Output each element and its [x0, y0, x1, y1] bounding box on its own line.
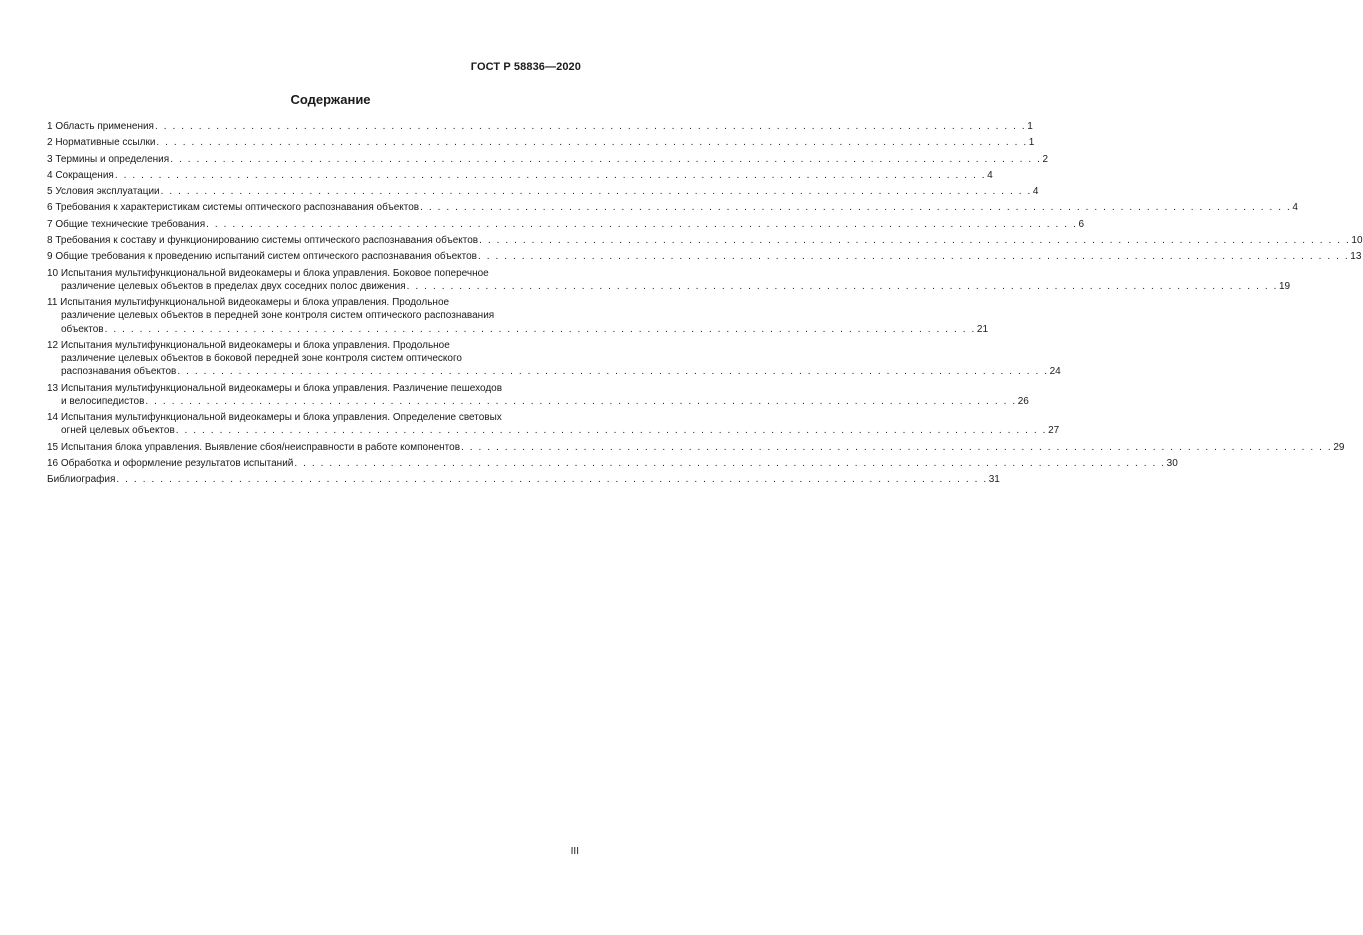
toc-entry-line: 16 Обработка и оформление результатов испытаний: [47, 457, 294, 469]
standard-id: ГОСТ Р 58836—2020: [470, 61, 581, 73]
toc-entry-page: 21: [976, 323, 989, 335]
toc-entry[interactable]: [47, 473, 1000, 486]
toc-entry-line: 2 Нормативные ссылки: [47, 137, 156, 149]
toc-entry[interactable]: [47, 120, 1033, 133]
toc-entry-page: 24: [1049, 366, 1061, 378]
toc-entry-page: 19: [1278, 280, 1291, 292]
toc-entry-line: 6 Требования к характеристикам системы оптического распознавания объектов: [47, 202, 420, 214]
toc-entry[interactable]: [47, 185, 1039, 198]
toc-entry-page: 4: [987, 169, 993, 181]
toc-entry[interactable]: [47, 169, 993, 182]
toc-entry-page: 26: [1017, 395, 1029, 407]
dot-leader: . . . . . . . . . . . . . . . . . . . . . . . . . . . . . . . . . . . . . . . . . . . . . . . . . . . . . . . . . . . . . . . . . . . . . . . . . . . . . . . . . . . . . . . . . . . . . . . . . . . .: [154, 121, 1027, 132]
dot-leader: . . . . . . . . . . . . . . . . . . . . . . . . . . . . . . . . . . . . . . . . . . . . . . . . . . . . . . . . . . . . . . . . . . . . . . . . . . . . . . . . . . . . . . . . . . . . . . . . . . . .: [294, 457, 1166, 469]
toc-entry-page: 13: [1350, 251, 1362, 263]
dot-leader: . . . . . . . . . . . . . . . . . . . . . . . . . . . . . . . . . . . . . . . . . . . . . . . . . . . . . . . . . . . . . . . . . . . . . . . . . . . . . . . . . . . . . . . . . . . . . . . . . . . .: [406, 280, 1278, 292]
toc-entry[interactable]: [47, 339, 1061, 379]
toc-entry-line: 9 Общие требования к проведению испытаний систем оптического распознавания объектов: [47, 251, 477, 263]
dot-leader: . . . . . . . . . . . . . . . . . . . . . . . . . . . . . . . . . . . . . . . . . . . . . . . . . . . . . . . . . . . . . . . . . . . . . . . . . . . . . . . . . . . . . . . . . . . . . . . . . . . .: [175, 425, 1048, 437]
dot-leader: . . . . . . . . . . . . . . . . . . . . . . . . . . . . . . . . . . . . . . . . . . . . . . . . . . . . . . . . . . . . . . . . . . . . . . . . . . . . . . . . . . . . . . . . . . . . . . . . . . . .: [116, 474, 988, 486]
toc-entry[interactable]: [47, 218, 1085, 231]
toc-entry[interactable]: [47, 457, 1178, 470]
toc-title: Содержание: [290, 92, 371, 107]
dot-leader: . . . . . . . . . . . . . . . . . . . . . . . . . . . . . . . . . . . . . . . . . . . . . . . . . . . . . . . . . . . . . . . . . . . . . . . . . . . . . . . . . . . . . . . . . . . . . . . . . . . .: [477, 251, 1350, 263]
toc-entry-line: 8 Требования к составу и функционированию системы оптического распознавания объектов: [47, 235, 479, 247]
toc-entry-page: 4: [1032, 186, 1039, 198]
toc-entry-line: различение целевых объектов в передней зоне контроля систем оптического распознавания: [61, 310, 495, 322]
toc-entry-line: 4 Сокращения: [47, 169, 114, 181]
dot-leader: . . . . . . . . . . . . . . . . . . . . . . . . . . . . . . . . . . . . . . . . . . . . . . . . . . . . . . . . . . . . . . . . . . . . . . . . . . . . . . . . . . . . . . . . . . . . . . . . . . . .: [170, 153, 1042, 165]
dot-leader: . . . . . . . . . . . . . . . . . . . . . . . . . . . . . . . . . . . . . . . . . . . . . . . . . . . . . . . . . . . . . . . . . . . . . . . . . . . . . . . . . . . . . . . . . . . . . . . . . . . .: [160, 186, 1032, 198]
toc-entry-line: и велосипедистов: [61, 395, 145, 407]
toc-entry-page: 1: [1027, 121, 1033, 132]
dot-leader: . . . . . . . . . . . . . . . . . . . . . . . . . . . . . . . . . . . . . . . . . . . . . . . . . . . . . . . . . . . . . . . . . . . . . . . . . . . . . . . . . . . . . . . . . . . . . . . . . . . .: [479, 235, 1351, 247]
toc-entry[interactable]: [47, 136, 1035, 149]
dot-leader: . . . . . . . . . . . . . . . . . . . . . . . . . . . . . . . . . . . . . . . . . . . . . . . . . . . . . . . . . . . . . . . . . . . . . . . . . . . . . . . . . . . . . . . . . . . . . . . . . . . .: [145, 395, 1017, 407]
toc-entry-line: различение целевых объектов в боковой передней зоне контроля систем оптического: [61, 353, 462, 365]
toc-entry-line: 1 Область применения: [47, 121, 154, 132]
toc-entry-page: 30: [1166, 457, 1178, 469]
page-number: III: [570, 846, 579, 857]
toc-entry[interactable]: [47, 250, 1362, 263]
dot-leader: . . . . . . . . . . . . . . . . . . . . . . . . . . . . . . . . . . . . . . . . . . . . . . . . . . . . . . . . . . . . . . . . . . . . . . . . . . . . . . . . . . . . . . . . . . . . . . . . . . . .: [114, 169, 987, 181]
table-of-contents: [47, 120, 1363, 489]
toc-entry-page: 10: [1351, 235, 1363, 247]
toc-entry[interactable]: [47, 201, 1298, 214]
toc-entry[interactable]: [47, 267, 1291, 293]
toc-entry-line: 15 Испытания блока управления. Выявление сбоя/неисправности в работе компонентов: [47, 441, 461, 453]
toc-entry-line: 5 Условия эксплуатации: [47, 186, 160, 198]
toc-entry-line: 14 Испытания мультифункциональной видеокамеры и блока управления. Определение световых: [47, 412, 502, 424]
toc-entry[interactable]: [47, 296, 989, 336]
toc-entry[interactable]: [47, 234, 1363, 247]
toc-entry-page: 2: [1042, 153, 1049, 165]
dot-leader: . . . . . . . . . . . . . . . . . . . . . . . . . . . . . . . . . . . . . . . . . . . . . . . . . . . . . . . . . . . . . . . . . . . . . . . . . . . . . . . . . . . . . . . . . . . . . . . . . . . .: [104, 323, 976, 335]
toc-entry-page: 4: [1292, 202, 1298, 214]
toc-entry-page: 31: [988, 474, 1000, 486]
toc-entry-line: 11 Испытания мультифункциональной видеокамеры и блока управления. Продольное: [47, 297, 450, 309]
toc-entry-page: 27: [1048, 425, 1060, 437]
toc-entry[interactable]: [47, 441, 1345, 454]
dot-leader: . . . . . . . . . . . . . . . . . . . . . . . . . . . . . . . . . . . . . . . . . . . . . . . . . . . . . . . . . . . . . . . . . . . . . . . . . . . . . . . . . . . . . . . . . . . . . . . . . . . .: [177, 366, 1049, 378]
toc-entry-line: 12 Испытания мультифункциональной видеокамеры и блока управления. Продольное: [47, 339, 450, 351]
toc-entry-line: огней целевых объектов: [61, 425, 175, 437]
toc-entry-page: 1: [1028, 137, 1035, 149]
toc-entry-line: Библиография: [47, 474, 116, 486]
toc-entry-line: объектов: [61, 323, 104, 335]
toc-entry[interactable]: [47, 382, 1029, 408]
toc-entry-line: 10 Испытания мультифункциональной видеокамеры и блока управления. Боковое поперечное: [47, 267, 489, 279]
dot-leader: . . . . . . . . . . . . . . . . . . . . . . . . . . . . . . . . . . . . . . . . . . . . . . . . . . . . . . . . . . . . . . . . . . . . . . . . . . . . . . . . . . . . . . . . . . . . . . . . . . . .: [156, 137, 1028, 149]
toc-entry[interactable]: [47, 153, 1049, 166]
toc-entry-line: 3 Термины и определения: [47, 153, 170, 165]
dot-leader: . . . . . . . . . . . . . . . . . . . . . . . . . . . . . . . . . . . . . . . . . . . . . . . . . . . . . . . . . . . . . . . . . . . . . . . . . . . . . . . . . . . . . . . . . . . . . . . . . . . .: [461, 441, 1333, 453]
dot-leader: . . . . . . . . . . . . . . . . . . . . . . . . . . . . . . . . . . . . . . . . . . . . . . . . . . . . . . . . . . . . . . . . . . . . . . . . . . . . . . . . . . . . . . . . . . . . . . . . . . . .: [420, 202, 1292, 214]
toc-entry-page: 6: [1078, 218, 1085, 230]
toc-entry-line: различение целевых объектов в пределах двух соседних полос движения: [61, 280, 406, 292]
toc-entry-line: распознавания объектов: [61, 366, 177, 378]
toc-entry-page: 29: [1333, 441, 1345, 453]
toc-entry[interactable]: [47, 411, 1060, 437]
dot-leader: . . . . . . . . . . . . . . . . . . . . . . . . . . . . . . . . . . . . . . . . . . . . . . . . . . . . . . . . . . . . . . . . . . . . . . . . . . . . . . . . . . . . . . . . . . . . . . . . . . . .: [206, 218, 1078, 230]
toc-entry-line: 7 Общие технические требования: [47, 218, 206, 230]
toc-entry-line: 13 Испытания мультифункциональной видеокамеры и блока управления. Различение пешеходов: [47, 382, 503, 394]
